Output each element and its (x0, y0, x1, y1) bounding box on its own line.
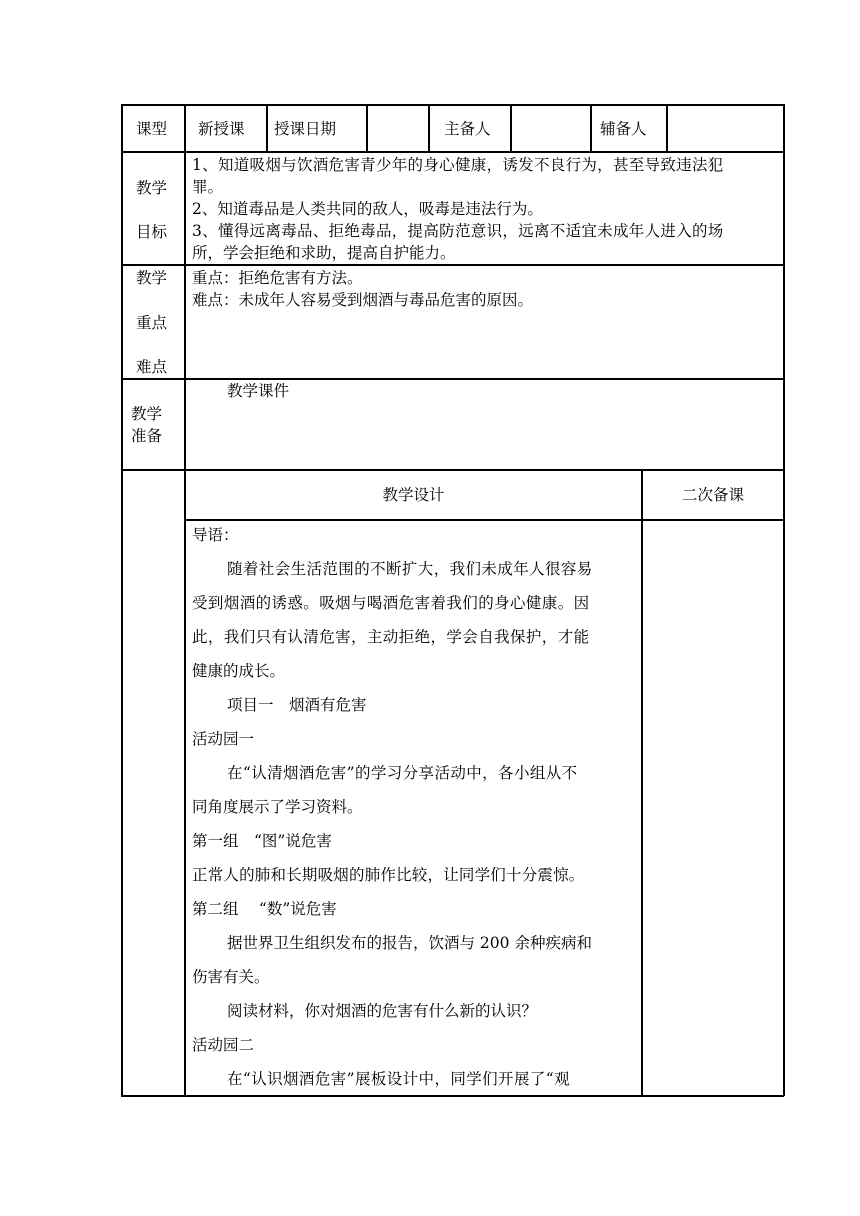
preparation-label-line1: 教学 (131, 405, 163, 423)
objective-1-cont: 罪。 (192, 178, 224, 196)
table-border-header-c4 (428, 104, 430, 152)
design-line: 项目一 烟酒有危害 (227, 696, 367, 714)
design-line: 伤害有关。 (192, 968, 270, 986)
key-point: 重点：拒绝危害有方法。 (192, 269, 363, 287)
design-line: 据世界卫生组织发布的报告，饮酒与 200 余种疾病和 (227, 934, 592, 952)
objective-3-cont: 所，学会拒绝和求助，提高自护能力。 (192, 244, 456, 262)
objectives-label-line1: 教学 (136, 179, 168, 197)
design-line: 活动园二 (192, 1036, 255, 1054)
table-border-row2 (121, 264, 784, 266)
design-line: 随着社会生活范围的不断扩大，我们未成年人很容易 (227, 560, 593, 578)
objective-3: 3、懂得远离毒品、拒绝毒品，提高防范意识，远离不适宜未成年人进入的场 (192, 222, 724, 240)
table-border-design-split (641, 469, 643, 1096)
objectives-label-line2: 目标 (136, 223, 168, 241)
design-line: 正常人的肺和长期吸烟的肺作比较，让同学们十分震惊。 (192, 866, 585, 884)
design-line: 在“认清烟酒危害”的学习分享活动中，各小组从不 (227, 764, 578, 782)
design-line: 此，我们只有认清危害，主动拒绝，学会自我保护，才能 (192, 628, 590, 646)
table-border-row3 (121, 378, 784, 380)
table-border-header-c2 (266, 104, 268, 152)
objective-2: 2、知道毒品是人类共同的敌人，吸毒是违法行为。 (192, 200, 543, 218)
table-border-top (121, 104, 784, 106)
course-type-value: 新授课 (198, 120, 245, 138)
teaching-date-label: 授课日期 (274, 120, 337, 138)
course-type-label: 课型 (136, 120, 168, 138)
design-line: 受到烟酒的诱惑。吸烟与喝酒危害着我们的身心健康。因 (192, 594, 590, 612)
design-line: 活动园一 (192, 730, 255, 748)
design-line: 同角度展示了学习资料。 (192, 798, 363, 816)
table-border-left (121, 104, 123, 1096)
design-line: 第一组 “图”说危害 (192, 832, 332, 850)
table-border-row1 (121, 151, 784, 153)
table-border-header-c3 (366, 104, 368, 152)
preparation-label-line2: 准备 (131, 427, 163, 445)
objective-1: 1、知道吸烟与饮酒危害青少年的身心健康，诱发不良行为，甚至导致违法犯 (192, 156, 724, 174)
table-border-header-c5 (510, 104, 512, 152)
focus-label-line2: 重点 (136, 314, 168, 332)
design-header: 教学设计 (382, 486, 445, 504)
table-border-bottom (121, 1095, 784, 1097)
preparation-content: 教学课件 (227, 382, 290, 400)
focus-label-line1: 教学 (136, 269, 168, 287)
design-line: 导语： (192, 526, 239, 544)
table-border-header-c7 (666, 104, 668, 152)
assistant-preparer-label: 辅备人 (600, 120, 647, 138)
table-border-header-c6 (590, 104, 592, 152)
table-border-right (783, 104, 785, 1096)
design-line: 健康的成长。 (192, 662, 286, 680)
secondary-prep-header: 二次备课 (681, 486, 744, 504)
main-preparer-label: 主备人 (444, 120, 491, 138)
table-border-label-col (184, 104, 186, 1096)
difficult-point: 难点：未成年人容易受到烟酒与毒品危害的原因。 (192, 291, 534, 309)
design-line: 在“认识烟酒危害”展板设计中，同学们开展了“观 (227, 1070, 570, 1088)
table-border-design-header (184, 519, 784, 521)
focus-label-line3: 难点 (136, 358, 168, 376)
design-content (192, 524, 637, 1094)
table-border-row4 (121, 469, 784, 471)
design-line: 阅读材料，你对烟酒的危害有什么新的认识？ (227, 1002, 538, 1020)
design-line: 第二组 “数”说危害 (192, 900, 337, 918)
